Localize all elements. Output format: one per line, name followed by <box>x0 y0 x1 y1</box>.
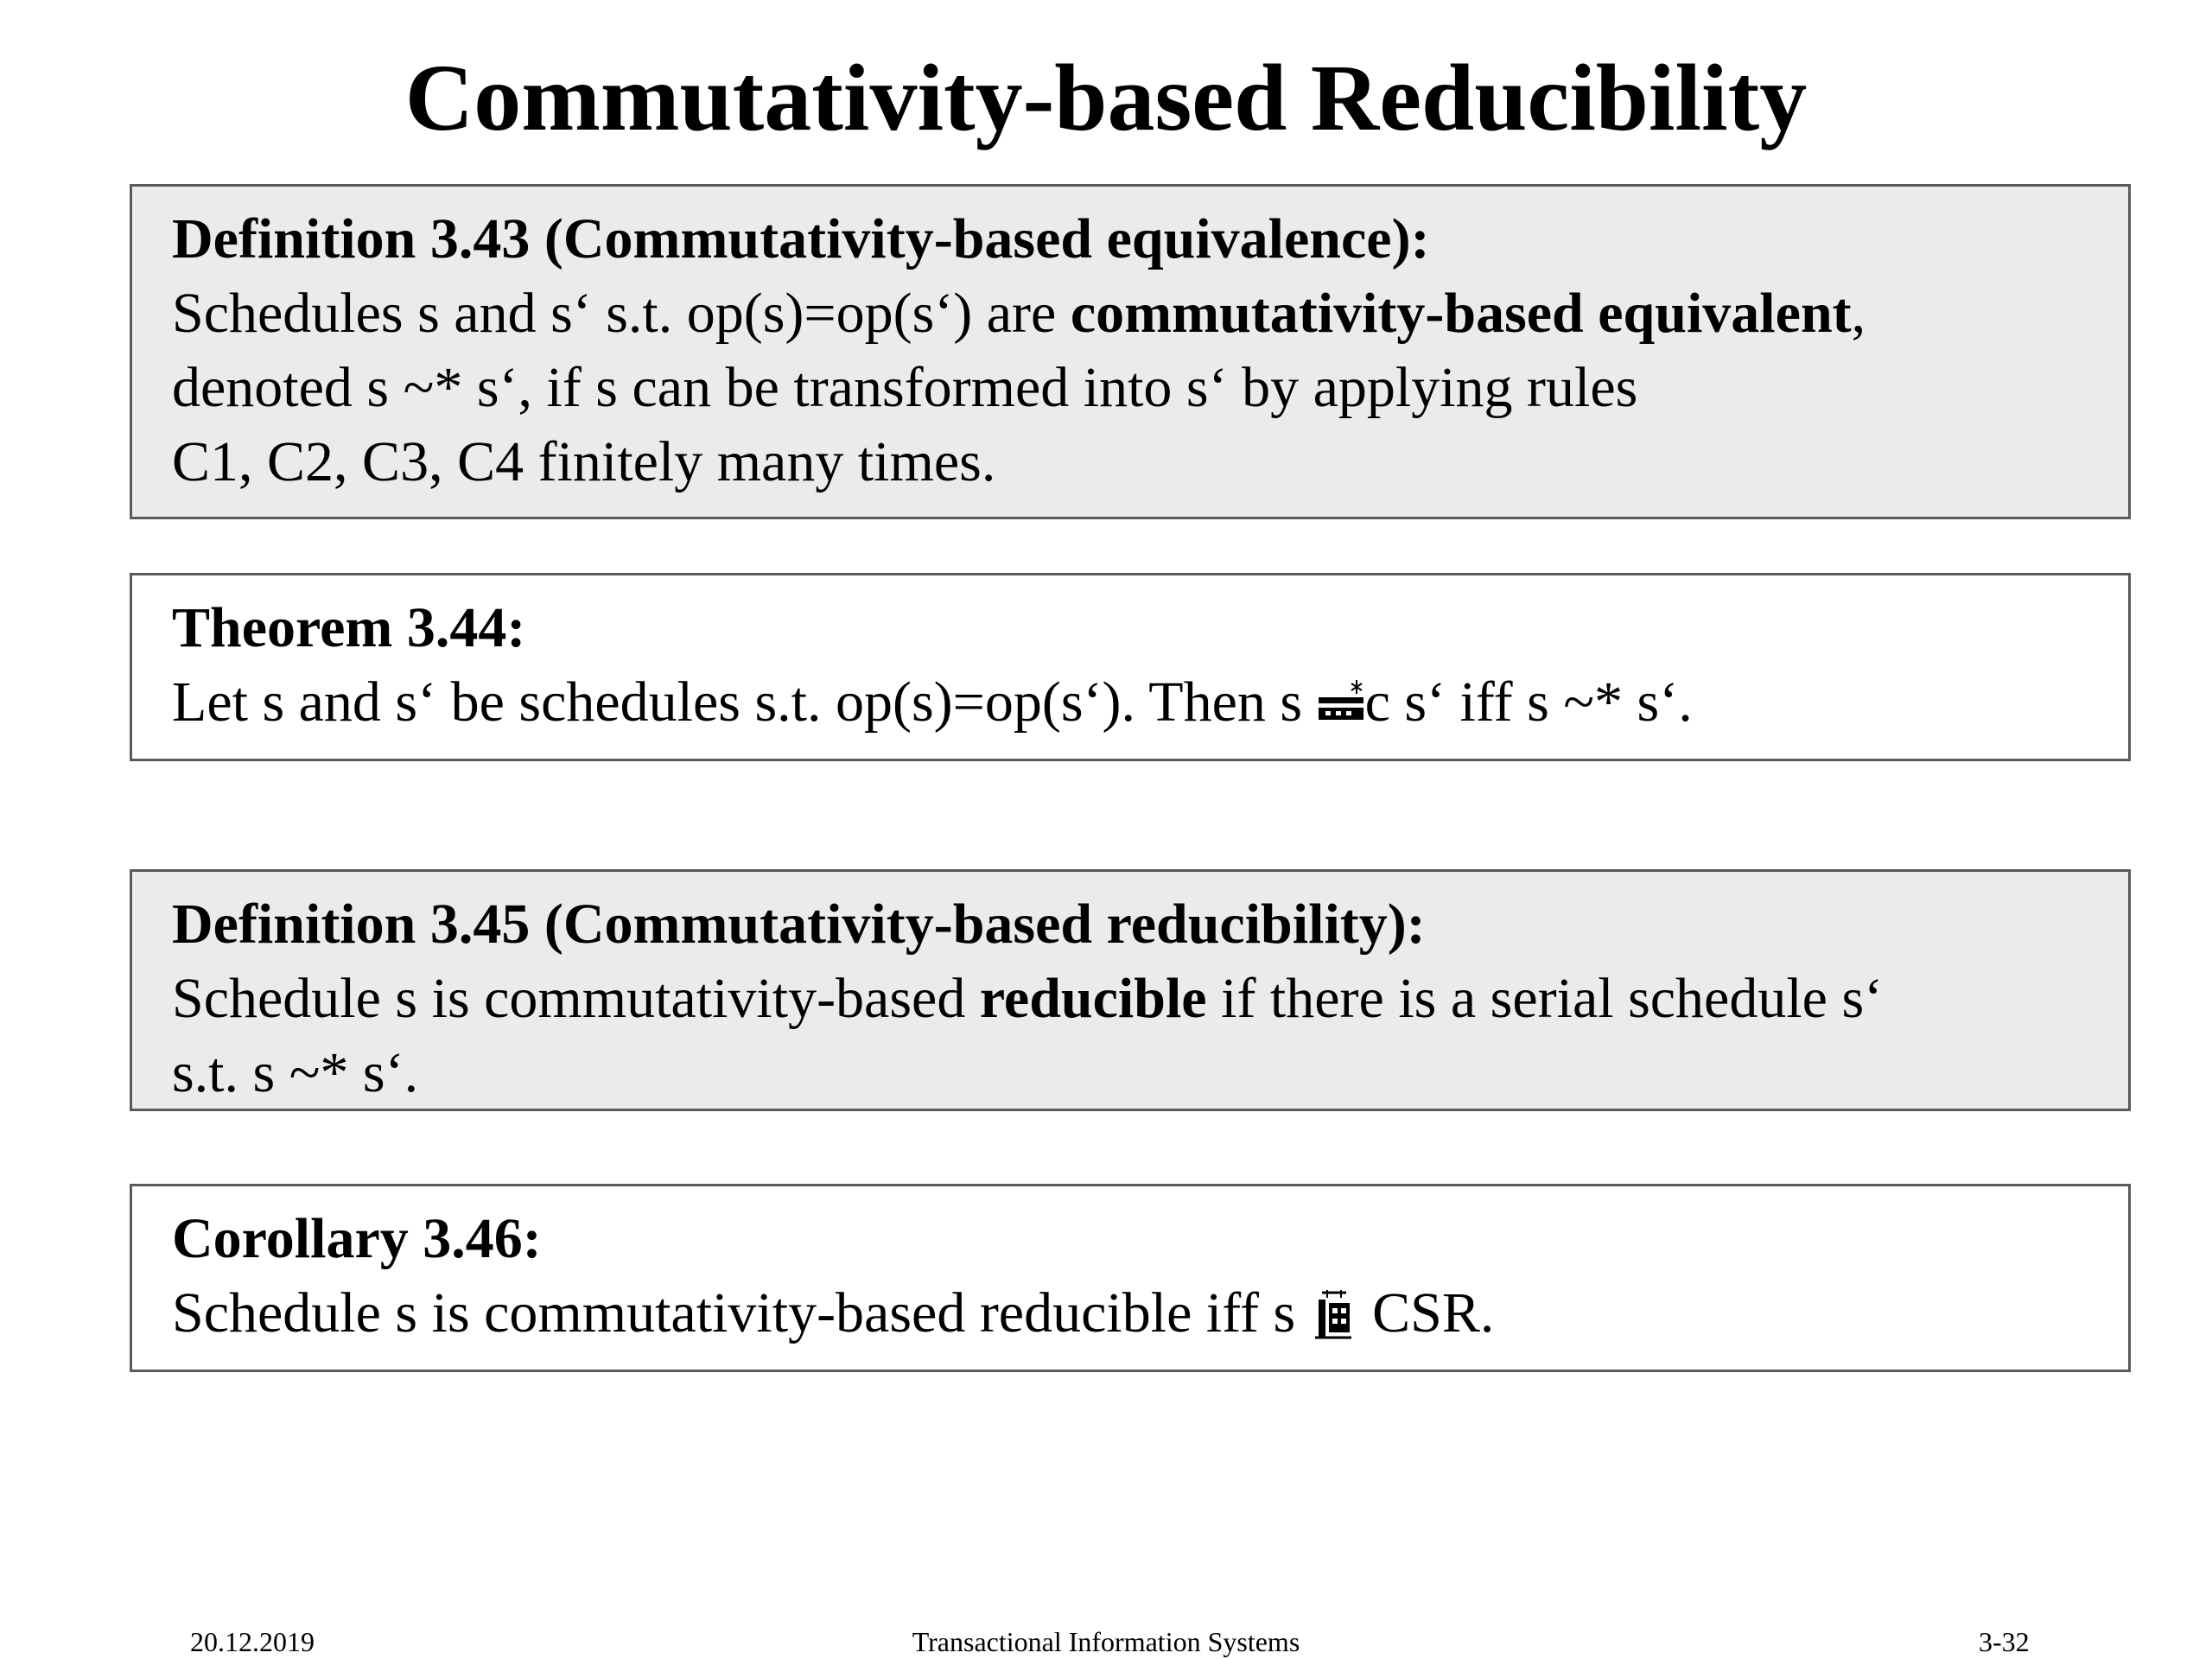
definition-3-43-line-3: C1, C2, C3, C4 finitely many times. <box>172 430 996 493</box>
theorem-3-44-line-1 <box>172 665 2088 740</box>
definition-3-45-line-1 <box>172 962 2088 1036</box>
definition-3-43-term: commutativity-based equivalent <box>1070 282 1852 345</box>
definition-3-45-text-c: if there is a serial schedule s‘ <box>1206 967 1884 1030</box>
equivalence-symbol-icon <box>1317 678 1365 730</box>
definition-3-43-line-1 <box>172 276 2088 351</box>
definition-3-45-box <box>130 869 2131 1111</box>
corollary-3-46-text-b: CSR. <box>1357 1281 1495 1344</box>
definition-3-43-heading: Definition 3.43 (Commutativity-based equivalence): <box>172 207 1430 270</box>
theorem-3-44-text-a: Let s and s‘ be schedules s.t. op(s)=op(s‘). Then s <box>172 671 1317 734</box>
definition-3-43-line-2: denoted s ~* s‘, if s can be transformed into s‘ by applying rules <box>172 356 1638 419</box>
corollary-3-46-line-1 <box>172 1276 2088 1351</box>
corollary-3-46-heading: Corollary 3.46: <box>172 1207 542 1270</box>
definition-3-45-line-2: s.t. s ~* s‘. <box>172 1041 419 1104</box>
definition-3-45-text-a: Schedule s is commutativity-based <box>172 967 980 1030</box>
slide-title: Commutativity-based Reducibility <box>404 45 1808 150</box>
theorem-3-44-text-b: c s‘ iff s ~* s‘. <box>1364 671 1693 734</box>
footer-course-title: Transactional Information Systems <box>912 1626 1300 1657</box>
element-of-symbol-icon <box>1310 1289 1358 1341</box>
theorem-3-44-heading: Theorem 3.44: <box>172 596 526 659</box>
footer-date: 20.12.2019 <box>190 1626 315 1657</box>
definition-3-43-line-1-end: , <box>1851 282 1866 345</box>
footer-page-number: 3-32 <box>1979 1626 2030 1657</box>
definition-3-45-term: reducible <box>979 967 1207 1030</box>
definition-3-43-box <box>130 184 2131 519</box>
corollary-3-46-box <box>130 1184 2131 1372</box>
theorem-3-44-box <box>130 573 2131 761</box>
definition-3-45-heading: Definition 3.45 (Commutativity-based reducibility): <box>172 893 1426 956</box>
definition-3-43-line-1-text: Schedules s and s‘ s.t. op(s)=op(s‘) are <box>172 282 1071 345</box>
corollary-3-46-text-a: Schedule s is commutativity-based reducible iff s <box>172 1281 1310 1344</box>
